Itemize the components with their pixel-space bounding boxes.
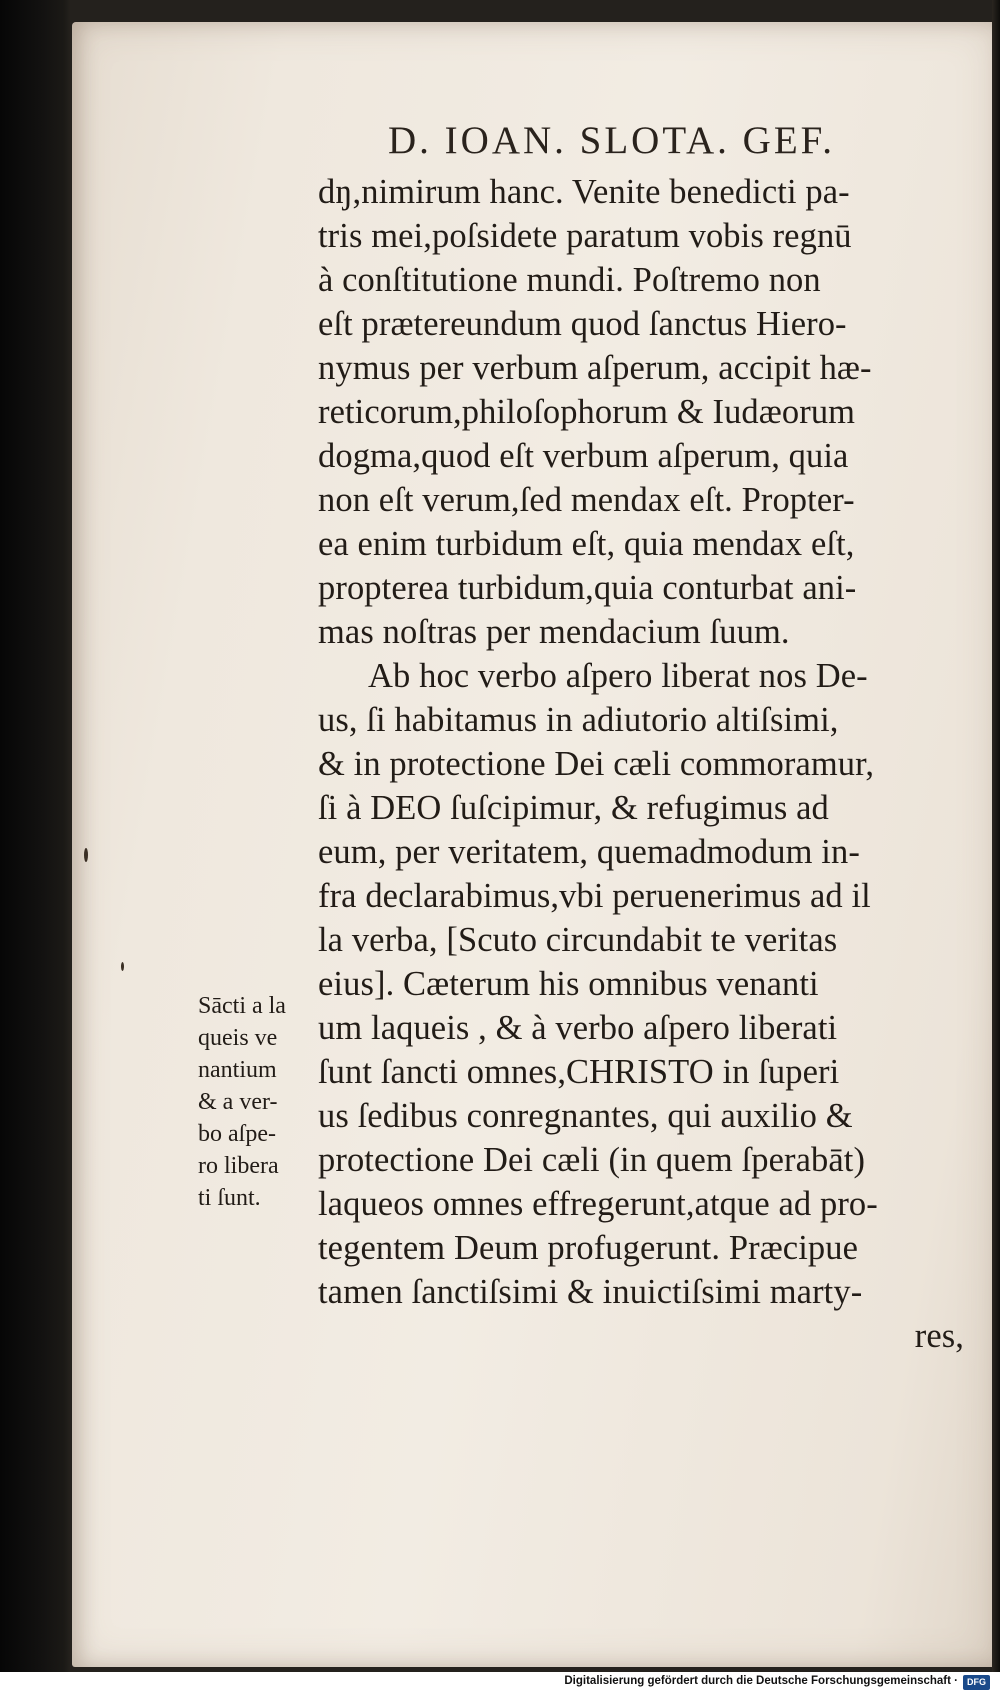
text-line: ſunt ſancti omnes,CHRISTO in ſuperi (318, 1053, 840, 1091)
main-text-block (318, 170, 988, 1358)
footer-bar (0, 1672, 1000, 1694)
text-line: la verba, [Scuto circundabit te veritas (318, 921, 838, 959)
text-line: tamen ſanctiſsimi & inuictiſsimi marty- (318, 1273, 863, 1311)
text-line: protectione Dei cæli (in quem ſperabāt) (318, 1141, 866, 1179)
text-line: non eſt verum,ſed mendax eſt. Propter- (318, 481, 855, 519)
text-line: eius]. Cæterum his omnibus venanti (318, 965, 819, 1003)
text-line: Ab hoc verbo aſpero liberat nos De- (368, 657, 868, 695)
running-head: D. IOAN. SLOTA. GEF. (388, 119, 835, 162)
marginal-note-line: bo aſpe- (198, 1121, 276, 1147)
marginal-note-line: nantium (198, 1057, 277, 1083)
text-line: dŋ,nimirum hanc. Venite benedicti pa- (318, 173, 850, 211)
page-edge (992, 0, 1000, 1672)
text-line: us, ſi habitamus in adiutorio altiſsimi, (318, 701, 839, 739)
text-line: eſt prætereundum quod ſanctus Hiero- (318, 305, 847, 343)
text-line: us ſedibus conregnantes, qui auxilio & (318, 1097, 853, 1135)
text-line: ea enim turbidum eſt, quia mendax eſt, (318, 525, 855, 563)
text-line: nymus per verbum aſperum, accipit hæ- (318, 349, 872, 387)
footer-credit: Digitalisierung gefördert durch die Deutsche Forschungsgemeinschaft · (564, 1675, 958, 1687)
text-line: ſi à DEO ſuſcipimur, & refugimus ad (318, 789, 829, 827)
text-line: um laqueis , & à verbo aſpero liberati (318, 1009, 838, 1047)
marginal-note-line: Sācti a la (198, 993, 286, 1019)
text-line: laqueos omnes effregerunt,atque ad pro- (318, 1185, 878, 1223)
ink-speck (121, 962, 124, 971)
dfg-logo-icon: DFG (963, 1675, 990, 1690)
text-line: & in protectione Dei cæli commoramur, (318, 745, 875, 783)
text-line: à conſtitutione mundi. Poſtremo non (318, 261, 821, 299)
marginal-note (198, 990, 328, 1214)
text-line: tris mei,poſsidete paratum vobis regnū (318, 217, 852, 255)
marginal-note-line: ti ſunt. (198, 1185, 261, 1211)
text-line: tegentem Deum profugerunt. Præcipue (318, 1229, 859, 1267)
ink-speck (84, 848, 88, 862)
text-line: eum, per veritatem, quemadmodum in- (318, 833, 860, 871)
text-line: reticorum,philoſophorum & Iudæorum (318, 393, 856, 431)
catchword: res, (914, 1317, 964, 1355)
text-line: propterea turbidum,quia conturbat ani- (318, 569, 857, 607)
text-line: mas noſtras per mendacium ſuum. (318, 613, 790, 651)
marginal-note-line: ro libera (198, 1153, 279, 1179)
text-line: dogma,quod eſt verbum aſperum, quia (318, 437, 849, 475)
text-line: fra declarabimus,vbi peruenerimus ad il (318, 877, 871, 915)
marginal-note-line: queis ve (198, 1025, 278, 1051)
marginal-note-line: & a ver- (198, 1089, 278, 1115)
